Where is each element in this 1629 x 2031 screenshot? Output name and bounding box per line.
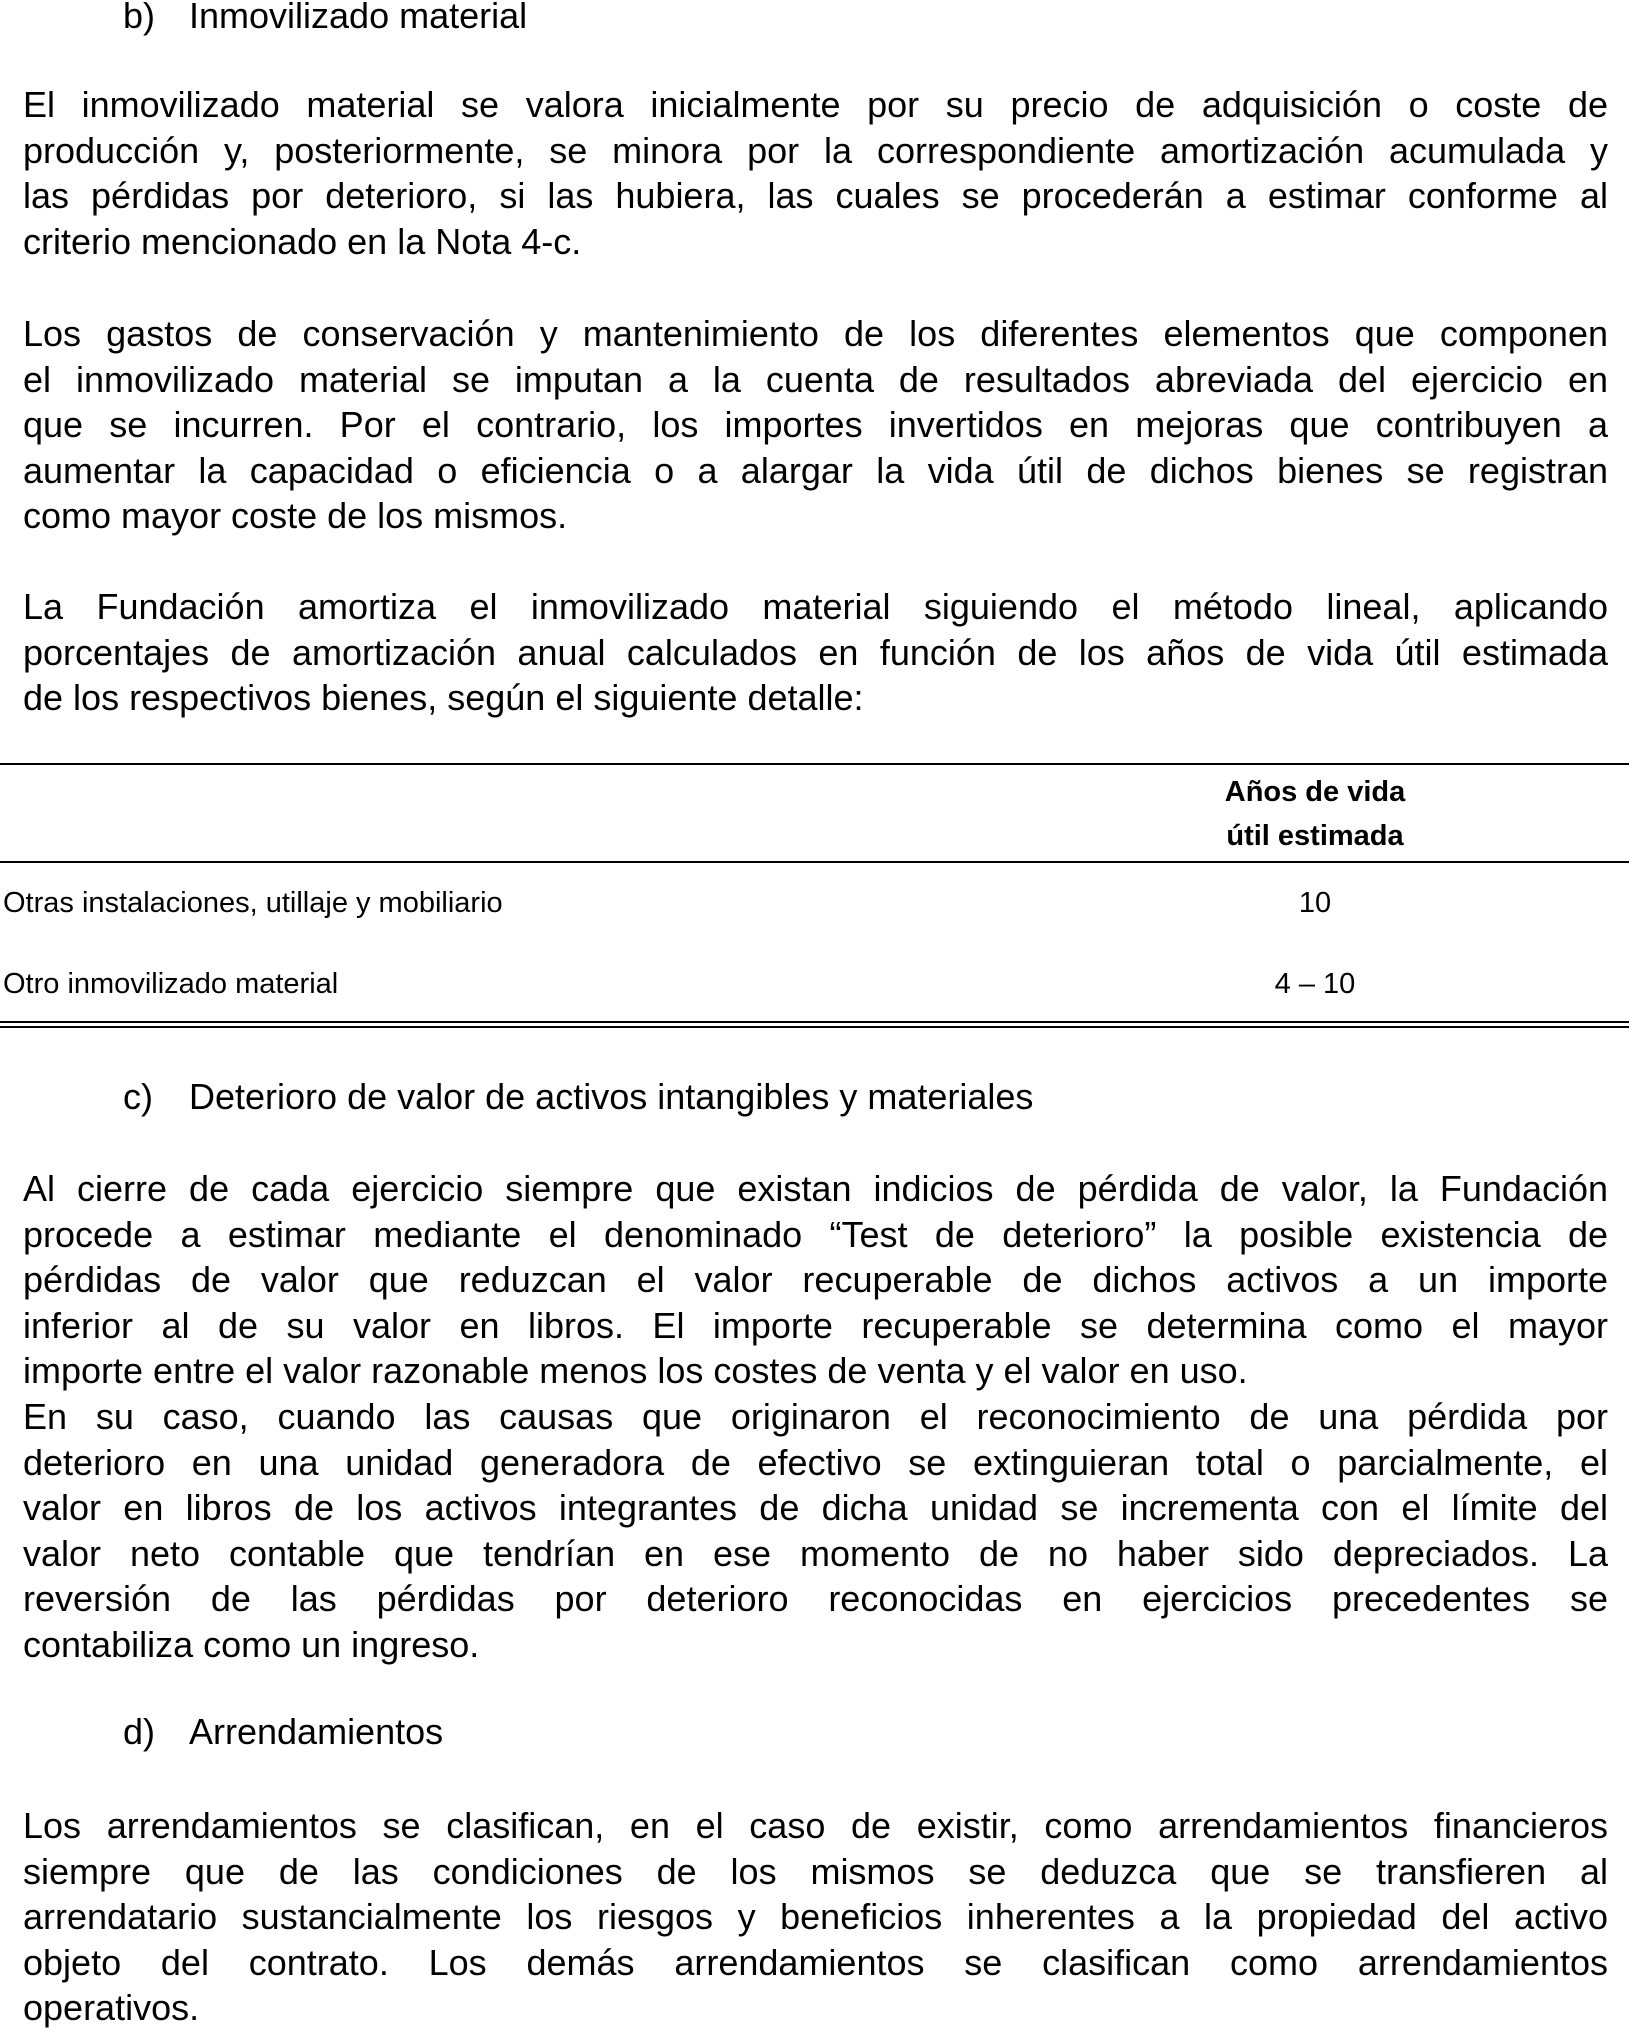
table-bottom-rule bbox=[0, 1021, 1629, 1028]
text-line: Al cierre de cada ejercicio siempre que existan indicios de pérdida de valor, la Fundación bbox=[23, 1168, 1608, 1209]
section-b-paragraph-3 bbox=[23, 584, 1608, 721]
text-line: La Fundación amortiza el inmovilizado material siguiendo el método lineal, aplicando bbox=[23, 586, 1608, 627]
section-b-marker: b) bbox=[123, 0, 156, 36]
table-header-line-2: útil estimada bbox=[1226, 820, 1404, 852]
text-line: pérdidas de valor que reduzcan el valor recuperable de dichos activos a un importe bbox=[23, 1259, 1608, 1300]
text-line: objeto del contrato. Los demás arrendamientos se clasifican como arrendamientos bbox=[23, 1941, 1608, 1983]
section-d-title: Arrendamientos bbox=[189, 1711, 444, 1752]
text-line: valor neto contable que tendrían en ese momento de no haber sido depreciados. La bbox=[23, 1532, 1608, 1574]
text-line: importe entre el valor razonable menos los costes de venta y el valor en uso. bbox=[23, 1350, 1248, 1391]
text-line: arrendatario sustancialmente los riesgos y beneficios inherentes a la propiedad del activo bbox=[23, 1896, 1608, 1937]
text-line: contabiliza como un ingreso. bbox=[23, 1623, 480, 1665]
table-row-value: 4 – 10 bbox=[1274, 968, 1356, 1000]
section-b-heading bbox=[123, 0, 527, 38]
text-line: valor en libros de los activos integrantes de dicha unidad se incrementa con el límite del bbox=[23, 1487, 1608, 1528]
text-line: producción y, posteriormente, se minora por la correspondiente amortización acumulada y bbox=[23, 129, 1608, 171]
text-line: En su caso, cuando las causas que originaron el reconocimiento de una pérdida por bbox=[23, 1396, 1608, 1437]
section-b-paragraph-1 bbox=[23, 82, 1608, 264]
section-d-heading bbox=[123, 1710, 443, 1754]
section-d-marker: d) bbox=[123, 1711, 156, 1752]
text-line: aumentar la capacidad o eficiencia o a alargar la vida útil de dichos bienes se registran bbox=[23, 449, 1608, 491]
section-b-paragraph-2 bbox=[23, 311, 1608, 539]
section-d-paragraph-1 bbox=[23, 1803, 1608, 2031]
section-b-title: Inmovilizado material bbox=[189, 0, 528, 36]
table-row-value: 10 bbox=[1298, 887, 1332, 919]
useful-life-table bbox=[0, 763, 1629, 1027]
text-line: procede a estimar mediante el denominado “Test de deterioro” la posible existencia de bbox=[23, 1213, 1608, 1255]
table-row-label: Otras instalaciones, utillaje y mobiliario bbox=[3, 887, 503, 919]
section-c-title: Deterioro de valor de activos intangibles y materiales bbox=[189, 1076, 1034, 1117]
table-header-line-1: Años de vida bbox=[1224, 776, 1406, 808]
text-line: que se incurren. Por el contrario, los importes invertidos en mejoras que contribuyen a bbox=[23, 404, 1608, 445]
text-line: reversión de las pérdidas por deterioro reconocidas en ejercicios precedentes se bbox=[23, 1578, 1608, 1619]
text-line: inferior al de su valor en libros. El importe recuperable se determina como el mayor bbox=[23, 1304, 1608, 1346]
text-line: operativos. bbox=[23, 1987, 200, 2028]
text-line: deterioro en una unidad generadora de efectivo se extinguieran total o parcialmente, el bbox=[23, 1441, 1608, 1483]
table-row-label: Otro inmovilizado material bbox=[3, 968, 339, 1000]
text-line: porcentajes de amortización anual calculados en función de los años de vida útil estimada bbox=[23, 631, 1608, 673]
text-line: siempre que de las condiciones de los mismos se deduzca que se transfieren al bbox=[23, 1850, 1608, 1892]
section-c-paragraph-2 bbox=[23, 1394, 1608, 1667]
table-header-rule bbox=[0, 861, 1629, 863]
section-c-heading bbox=[123, 1075, 1033, 1119]
text-line: Los gastos de conservación y mantenimiento de los diferentes elementos que componen bbox=[23, 313, 1608, 354]
section-c-marker: c) bbox=[123, 1076, 153, 1117]
text-line: criterio mencionado en la Nota 4-c. bbox=[23, 220, 582, 262]
text-line: Los arrendamientos se clasifican, en el caso de existir, como arrendamientos financieros bbox=[23, 1805, 1608, 1846]
text-line: las pérdidas por deterioro, si las hubiera, las cuales se procederán a estimar conforme al bbox=[23, 175, 1608, 216]
text-line: de los respectivos bienes, según el siguiente detalle: bbox=[23, 677, 864, 718]
text-line: el inmovilizado material se imputan a la cuenta de resultados abreviada del ejercicio en bbox=[23, 358, 1608, 400]
text-line: El inmovilizado material se valora inicialmente por su precio de adquisición o coste de bbox=[23, 84, 1608, 125]
text-line: como mayor coste de los mismos. bbox=[23, 495, 568, 536]
section-c-paragraph-1 bbox=[23, 1166, 1608, 1394]
table-top-rule bbox=[0, 763, 1629, 765]
